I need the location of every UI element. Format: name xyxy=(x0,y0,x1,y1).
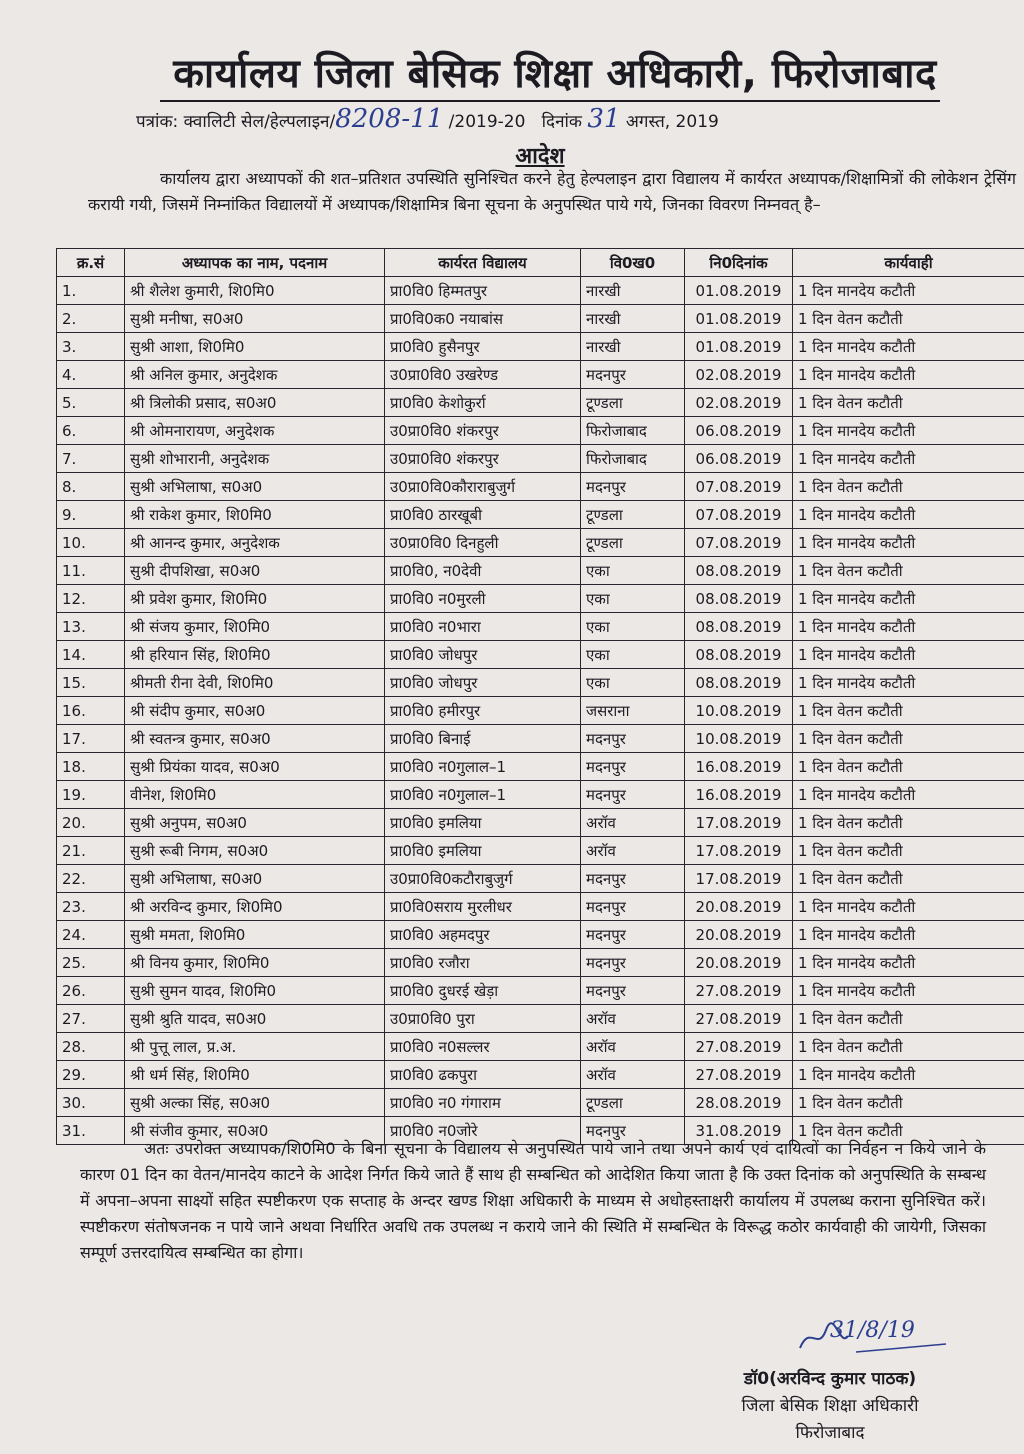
cell-action: 1 दिन मानदेय कटौती xyxy=(793,949,1024,977)
table-row xyxy=(57,557,1024,585)
cell-action: 1 दिन मानदेय कटौती xyxy=(793,921,1024,949)
cell-block: नारखी xyxy=(581,277,685,305)
table-row xyxy=(57,501,1024,529)
col-header-date: नि0दिनांक xyxy=(685,249,793,277)
cell-teacher-name: सुश्री प्रियंका यादव, स0अ0 xyxy=(125,753,385,781)
table-row xyxy=(57,753,1024,781)
col-header-school: कार्यरत विद्यालय xyxy=(385,249,581,277)
cell-school: प्रा0वि0, न0देवी xyxy=(385,557,581,585)
cell-block: फिरोजाबाद xyxy=(581,445,685,473)
cell-date: 06.08.2019 xyxy=(685,445,793,473)
cell-teacher-name: श्री स्वतन्त्र कुमार, स0अ0 xyxy=(125,725,385,753)
table-row xyxy=(57,697,1024,725)
cell-school: प्रा0वि0 अहमदपुर xyxy=(385,921,581,949)
cell-teacher-name: सुश्री रूबी निगम, स0अ0 xyxy=(125,837,385,865)
col-header-name: अध्यापक का नाम, पदनाम xyxy=(125,249,385,277)
cell-sn: 8. xyxy=(57,473,125,501)
cell-block: मदनपुर xyxy=(581,893,685,921)
cell-school: प्रा0वि0 इमलिया xyxy=(385,837,581,865)
table-row xyxy=(57,277,1024,305)
table-row xyxy=(57,837,1024,865)
cell-action: 1 दिन वेतन कटौती xyxy=(793,1005,1024,1033)
table-body xyxy=(57,277,1024,1145)
table-row xyxy=(57,361,1024,389)
cell-date: 01.08.2019 xyxy=(685,277,793,305)
table-row xyxy=(57,977,1024,1005)
cell-block: मदनपुर xyxy=(581,921,685,949)
cell-date: 16.08.2019 xyxy=(685,781,793,809)
cell-school: प्रा0वि0सराय मुरलीधर xyxy=(385,893,581,921)
cell-date: 07.08.2019 xyxy=(685,501,793,529)
cell-sn: 15. xyxy=(57,669,125,697)
cell-sn: 31. xyxy=(57,1117,125,1145)
table-row xyxy=(57,417,1024,445)
cell-block: टूण्डला xyxy=(581,389,685,417)
cell-block: एका xyxy=(581,669,685,697)
cell-action: 1 दिन मानदेय कटौती xyxy=(793,417,1024,445)
cell-action: 1 दिन वेतन कटौती xyxy=(793,837,1024,865)
table-row xyxy=(57,585,1024,613)
cell-block: मदनपुर xyxy=(581,865,685,893)
cell-block: मदनपुर xyxy=(581,977,685,1005)
cell-teacher-name: सुश्री अल्का सिंह, स0अ0 xyxy=(125,1089,385,1117)
cell-action: 1 दिन मानदेय कटौती xyxy=(793,781,1024,809)
cell-teacher-name: सुश्री ममता, शि0मि0 xyxy=(125,921,385,949)
cell-school: प्रा0वि0 केशोकुर्रा xyxy=(385,389,581,417)
cell-teacher-name: श्रीमती रीना देवी, शि0मि0 xyxy=(125,669,385,697)
cell-school: उ0प्रा0वि0 पुरा xyxy=(385,1005,581,1033)
cell-date: 08.08.2019 xyxy=(685,557,793,585)
cell-teacher-name: सुश्री शोभारानी, अनुदेशक xyxy=(125,445,385,473)
cell-teacher-name: श्री अनिल कुमार, अनुदेशक xyxy=(125,361,385,389)
cell-teacher-name: सुश्री दीपशिखा, स0अ0 xyxy=(125,557,385,585)
col-header-block: वि0ख0 xyxy=(581,249,685,277)
cell-sn: 10. xyxy=(57,529,125,557)
cell-school: उ0प्रा0वि0 शंकरपुर xyxy=(385,417,581,445)
col-header-action: कार्यवाही xyxy=(793,249,1024,277)
cell-action: 1 दिन वेतन कटौती xyxy=(793,1089,1024,1117)
cell-action: 1 दिन वेतन कटौती xyxy=(793,725,1024,753)
cell-sn: 2. xyxy=(57,305,125,333)
cell-teacher-name: श्री संजीव कुमार, स0अ0 xyxy=(125,1117,385,1145)
table-row xyxy=(57,893,1024,921)
cell-school: उ0प्रा0वि0 उखरेण्ड xyxy=(385,361,581,389)
cell-block: फिरोजाबाद xyxy=(581,417,685,445)
title-underline xyxy=(160,100,940,102)
table-row xyxy=(57,1005,1024,1033)
cell-school: प्रा0वि0 रजौरा xyxy=(385,949,581,977)
cell-action: 1 दिन मानदेय कटौती xyxy=(793,893,1024,921)
cell-teacher-name: श्री संदीप कुमार, स0अ0 xyxy=(125,697,385,725)
order-heading: आदेश xyxy=(515,144,565,169)
table-row xyxy=(57,725,1024,753)
cell-block: टूण्डला xyxy=(581,501,685,529)
cell-block: मदनपुर xyxy=(581,781,685,809)
cell-school: प्रा0वि0 जोधपुर xyxy=(385,669,581,697)
cell-school: प्रा0वि0 ठारखूबी xyxy=(385,501,581,529)
cell-action: 1 दिन मानदेय कटौती xyxy=(793,585,1024,613)
cell-action: 1 दिन वेतन कटौती xyxy=(793,753,1024,781)
cell-teacher-name: वीनेश, शि0मि0 xyxy=(125,781,385,809)
cell-action: 1 दिन मानदेय कटौती xyxy=(793,613,1024,641)
cell-date: 01.08.2019 xyxy=(685,305,793,333)
cell-teacher-name: श्री राकेश कुमार, शि0मि0 xyxy=(125,501,385,529)
table-row xyxy=(57,1033,1024,1061)
cell-date: 02.08.2019 xyxy=(685,361,793,389)
table-row xyxy=(57,305,1024,333)
col-header-sn: क्र.सं xyxy=(57,249,125,277)
cell-teacher-name: श्री ओमनारायण, अनुदेशक xyxy=(125,417,385,445)
closing-paragraph: अतः उपरोक्त अध्यापक/शि0मि0 के बिना सूचना के विद्यालय से अनुपस्थित पाये जाने तथा अपने कार्य एवं दायित्वों का निर्वहन न किये जाने के कारण 01 दिन का वेतन/मानदेय काटने के आदेश निर्गत किये जाते हैं साथ ही सम्बन्धित को आदेशित किया जाता है कि उक्त दिनांक को अनुपस्थिति के सम्बन्ध में अपना–अपना साक्ष्यों सहित स्पष्टीकरण एक सप्ताह के अन्दर खण्ड शिक्षा अधिकारी के माध्यम से अधोहस्ताक्षरी कार्यालय में उपलब्ध कराना सुनिश्चित करें। स्पष्टीकरण संतोषजनक न पाये जाने अथवा निर्धारित अवधि तक उपलब्ध न कराये जाने की स्थिति में सम्बन्धित के विरूद्ध कठोर कार्यवाही की जायेगी, जिसका सम्पूर्ण उत्तरदायित्व सम्बन्धित का होगा। xyxy=(80,1139,986,1262)
cell-teacher-name: श्री प्रवेश कुमार, शि0मि0 xyxy=(125,585,385,613)
table-row xyxy=(57,1061,1024,1089)
cell-sn: 17. xyxy=(57,725,125,753)
cell-teacher-name: श्री विनय कुमार, शि0मि0 xyxy=(125,949,385,977)
cell-block: टूण्डला xyxy=(581,1089,685,1117)
cell-school: उ0प्रा0वि0 शंकरपुर xyxy=(385,445,581,473)
cell-school: प्रा0वि0 न0मुरली xyxy=(385,585,581,613)
cell-sn: 3. xyxy=(57,333,125,361)
cell-date: 01.08.2019 xyxy=(685,333,793,361)
cell-block: मदनपुर xyxy=(581,361,685,389)
cell-date: 06.08.2019 xyxy=(685,417,793,445)
cell-teacher-name: सुश्री अभिलाषा, स0अ0 xyxy=(125,865,385,893)
cell-date: 27.08.2019 xyxy=(685,1061,793,1089)
cell-block: जसराना xyxy=(581,697,685,725)
cell-school: प्रा0वि0 न0गुलाल–1 xyxy=(385,753,581,781)
cell-sn: 7. xyxy=(57,445,125,473)
cell-school: प्रा0वि0 हमीरपुर xyxy=(385,697,581,725)
cell-teacher-name: श्री अरविन्द कुमार, शि0मि0 xyxy=(125,893,385,921)
cell-date: 27.08.2019 xyxy=(685,1033,793,1061)
signature-handwritten-date: 31/8/19 xyxy=(830,1318,915,1343)
cell-block: अरॉव xyxy=(581,1061,685,1089)
table-row xyxy=(57,333,1024,361)
cell-teacher-name: सुश्री आशा, शि0मि0 xyxy=(125,333,385,361)
cell-school: प्रा0वि0 न0सल्लर xyxy=(385,1033,581,1061)
cell-block: नारखी xyxy=(581,305,685,333)
cell-date: 28.08.2019 xyxy=(685,1089,793,1117)
cell-teacher-name: श्री संजय कुमार, शि0मि0 xyxy=(125,613,385,641)
cell-date: 17.08.2019 xyxy=(685,809,793,837)
cell-teacher-name: श्री धर्म सिंह, शि0मि0 xyxy=(125,1061,385,1089)
table-row xyxy=(57,613,1024,641)
cell-sn: 27. xyxy=(57,1005,125,1033)
table-row xyxy=(57,781,1024,809)
cell-school: प्रा0वि0क0 नयाबांस xyxy=(385,305,581,333)
cell-action: 1 दिन मानदेय कटौती xyxy=(793,529,1024,557)
ref-number-handwritten: 8208-11 xyxy=(335,104,444,134)
cell-action: 1 दिन मानदेय कटौती xyxy=(793,977,1024,1005)
cell-sn: 9. xyxy=(57,501,125,529)
cell-school: प्रा0वि0 दुधरई खेड़ा xyxy=(385,977,581,1005)
cell-sn: 14. xyxy=(57,641,125,669)
cell-teacher-name: सुश्री अनुपम, स0अ0 xyxy=(125,809,385,837)
cell-action: 1 दिन मानदेय कटौती xyxy=(793,333,1024,361)
table-header-row xyxy=(57,249,1024,277)
cell-action: 1 दिन वेतन कटौती xyxy=(793,809,1024,837)
cell-school: प्रा0वि0 हिम्मतपुर xyxy=(385,277,581,305)
cell-date: 02.08.2019 xyxy=(685,389,793,417)
signature-block xyxy=(700,1366,960,1447)
cell-sn: 21. xyxy=(57,837,125,865)
table-row xyxy=(57,1089,1024,1117)
cell-action: 1 दिन वेतन कटौती xyxy=(793,389,1024,417)
cell-sn: 19. xyxy=(57,781,125,809)
table-row xyxy=(57,445,1024,473)
cell-school: प्रा0वि0 बिनाई xyxy=(385,725,581,753)
absentee-table xyxy=(56,248,1024,1145)
signer-location: फिरोजाबाद xyxy=(795,1423,865,1443)
cell-school: उ0प्रा0वि0कटौराबुजुर्ग xyxy=(385,865,581,893)
cell-teacher-name: श्री आनन्द कुमार, अनुदेशक xyxy=(125,529,385,557)
cell-school: प्रा0वि0 न0जोरे xyxy=(385,1117,581,1145)
cell-school: प्रा0वि0 ढकपुरा xyxy=(385,1061,581,1089)
cell-date: 08.08.2019 xyxy=(685,613,793,641)
cell-date: 08.08.2019 xyxy=(685,585,793,613)
signer-name: डॉ0(अरविन्द कुमार पाठक) xyxy=(743,1369,917,1389)
ref-prefix: पत्रांक: क्वालिटी सेल/हेल्पलाइन/ xyxy=(136,112,336,132)
table-row xyxy=(57,529,1024,557)
cell-teacher-name: श्री पुत्तू लाल, प्र.अ. xyxy=(125,1033,385,1061)
ref-year: /2019-20 xyxy=(448,112,526,132)
cell-sn: 30. xyxy=(57,1089,125,1117)
cell-block: अरॉव xyxy=(581,1005,685,1033)
cell-sn: 18. xyxy=(57,753,125,781)
cell-block: अरॉव xyxy=(581,809,685,837)
cell-block: मदनपुर xyxy=(581,753,685,781)
cell-sn: 4. xyxy=(57,361,125,389)
cell-block: मदनपुर xyxy=(581,725,685,753)
cell-sn: 24. xyxy=(57,921,125,949)
cell-teacher-name: सुश्री अभिलाषा, स0अ0 xyxy=(125,473,385,501)
cell-block: एका xyxy=(581,585,685,613)
cell-action: 1 दिन वेतन कटौती xyxy=(793,1033,1024,1061)
cell-sn: 13. xyxy=(57,613,125,641)
cell-teacher-name: सुश्री मनीषा, स0अ0 xyxy=(125,305,385,333)
cell-action: 1 दिन वेतन कटौती xyxy=(793,865,1024,893)
cell-sn: 25. xyxy=(57,949,125,977)
date-day-handwritten: 31 xyxy=(587,104,621,134)
cell-action: 1 दिन मानदेय कटौती xyxy=(793,361,1024,389)
cell-date: 08.08.2019 xyxy=(685,641,793,669)
cell-block: नारखी xyxy=(581,333,685,361)
cell-sn: 22. xyxy=(57,865,125,893)
cell-action: 1 दिन वेतन कटौती xyxy=(793,473,1024,501)
cell-sn: 26. xyxy=(57,977,125,1005)
table-row xyxy=(57,389,1024,417)
cell-block: मदनपुर xyxy=(581,1117,685,1145)
cell-action: 1 दिन वेतन कटौती xyxy=(793,557,1024,585)
cell-date: 10.08.2019 xyxy=(685,725,793,753)
cell-date: 20.08.2019 xyxy=(685,921,793,949)
cell-sn: 23. xyxy=(57,893,125,921)
cell-block: अरॉव xyxy=(581,1033,685,1061)
cell-block: एका xyxy=(581,557,685,585)
cell-block: एका xyxy=(581,613,685,641)
cell-action: 1 दिन मानदेय कटौती xyxy=(793,669,1024,697)
cell-date: 20.08.2019 xyxy=(685,949,793,977)
cell-action: 1 दिन मानदेय कटौती xyxy=(793,641,1024,669)
cell-block: अरॉव xyxy=(581,837,685,865)
cell-teacher-name: श्री त्रिलोकी प्रसाद, स0अ0 xyxy=(125,389,385,417)
cell-action: 1 दिन मानदेय कटौती xyxy=(793,277,1024,305)
signer-designation: जिला बेसिक शिक्षा अधिकारी xyxy=(741,1396,919,1416)
cell-sn: 1. xyxy=(57,277,125,305)
table-row xyxy=(57,641,1024,669)
cell-block: टूण्डला xyxy=(581,529,685,557)
table-row xyxy=(57,949,1024,977)
cell-date: 08.08.2019 xyxy=(685,669,793,697)
cell-action: 1 दिन मानदेय कटौती xyxy=(793,501,1024,529)
cell-action: 1 दिन मानदेय कटौती xyxy=(793,1061,1024,1089)
cell-date: 27.08.2019 xyxy=(685,977,793,1005)
cell-teacher-name: सुश्री श्रुति यादव, स0अ0 xyxy=(125,1005,385,1033)
cell-action: 1 दिन वेतन कटौती xyxy=(793,305,1024,333)
cell-sn: 5. xyxy=(57,389,125,417)
cell-action: 1 दिन मानदेय कटौती xyxy=(793,445,1024,473)
reference-line xyxy=(136,104,996,134)
cell-date: 16.08.2019 xyxy=(685,753,793,781)
cell-sn: 11. xyxy=(57,557,125,585)
cell-school: प्रा0वि0 हुसैनपुर xyxy=(385,333,581,361)
cell-teacher-name: श्री हरियान सिंह, शि0मि0 xyxy=(125,641,385,669)
cell-date: 07.08.2019 xyxy=(685,529,793,557)
cell-teacher-name: श्री शैलेश कुमारी, शि0मि0 xyxy=(125,277,385,305)
cell-school: प्रा0वि0 न0भारा xyxy=(385,613,581,641)
cell-sn: 6. xyxy=(57,417,125,445)
cell-date: 20.08.2019 xyxy=(685,893,793,921)
table-row xyxy=(57,921,1024,949)
cell-school: प्रा0वि0 जोधपुर xyxy=(385,641,581,669)
cell-school: प्रा0वि0 न0गुलाल–1 xyxy=(385,781,581,809)
cell-date: 07.08.2019 xyxy=(685,473,793,501)
cell-sn: 12. xyxy=(57,585,125,613)
table-row xyxy=(57,473,1024,501)
cell-action: 1 दिन वेतन कटौती xyxy=(793,1117,1024,1145)
cell-date: 27.08.2019 xyxy=(685,1005,793,1033)
cell-action: 1 दिन वेतन कटौती xyxy=(793,697,1024,725)
date-month-year: अगस्त, 2019 xyxy=(625,112,719,132)
cell-block: मदनपुर xyxy=(581,949,685,977)
cell-school: उ0प्रा0वि0कौराराबुजुर्ग xyxy=(385,473,581,501)
cell-sn: 16. xyxy=(57,697,125,725)
cell-block: एका xyxy=(581,641,685,669)
cell-school: उ0प्रा0वि0 दिनहुली xyxy=(385,529,581,557)
office-title: कार्यालय जिला बेसिक शिक्षा अधिकारी, फिरोजाबाद xyxy=(173,51,937,97)
cell-date: 17.08.2019 xyxy=(685,837,793,865)
cell-date: 31.08.2019 xyxy=(685,1117,793,1145)
cell-block: मदनपुर xyxy=(581,473,685,501)
cell-date: 10.08.2019 xyxy=(685,697,793,725)
cell-date: 17.08.2019 xyxy=(685,865,793,893)
cell-teacher-name: सुश्री सुमन यादव, शि0मि0 xyxy=(125,977,385,1005)
intro-paragraph: कार्यालय द्वारा अध्यापकों की शत–प्रतिशत उपस्थिति सुनिश्चित करने हेतु हेल्पलाइन द्वारा विद्यालय में कार्यरत अध्यापक/शिक्षामित्रों की लोकेशन ट्रेसिंग करायी गयी, जिसमें निम्नांकित विद्यालयों में अध्यापक/शिक्षामित्र बिना सूचना के अनुपस्थित पाये गये, जिनका विवरण निम्नवत् है– xyxy=(88,169,1016,214)
cell-school: प्रा0वि0 इमलिया xyxy=(385,809,581,837)
cell-sn: 20. xyxy=(57,809,125,837)
cell-school: प्रा0वि0 न0 गंगाराम xyxy=(385,1089,581,1117)
cell-sn: 28. xyxy=(57,1033,125,1061)
date-label: दिनांक xyxy=(541,112,582,132)
table-row xyxy=(57,669,1024,697)
table-row xyxy=(57,809,1024,837)
cell-sn: 29. xyxy=(57,1061,125,1089)
table-row xyxy=(57,865,1024,893)
